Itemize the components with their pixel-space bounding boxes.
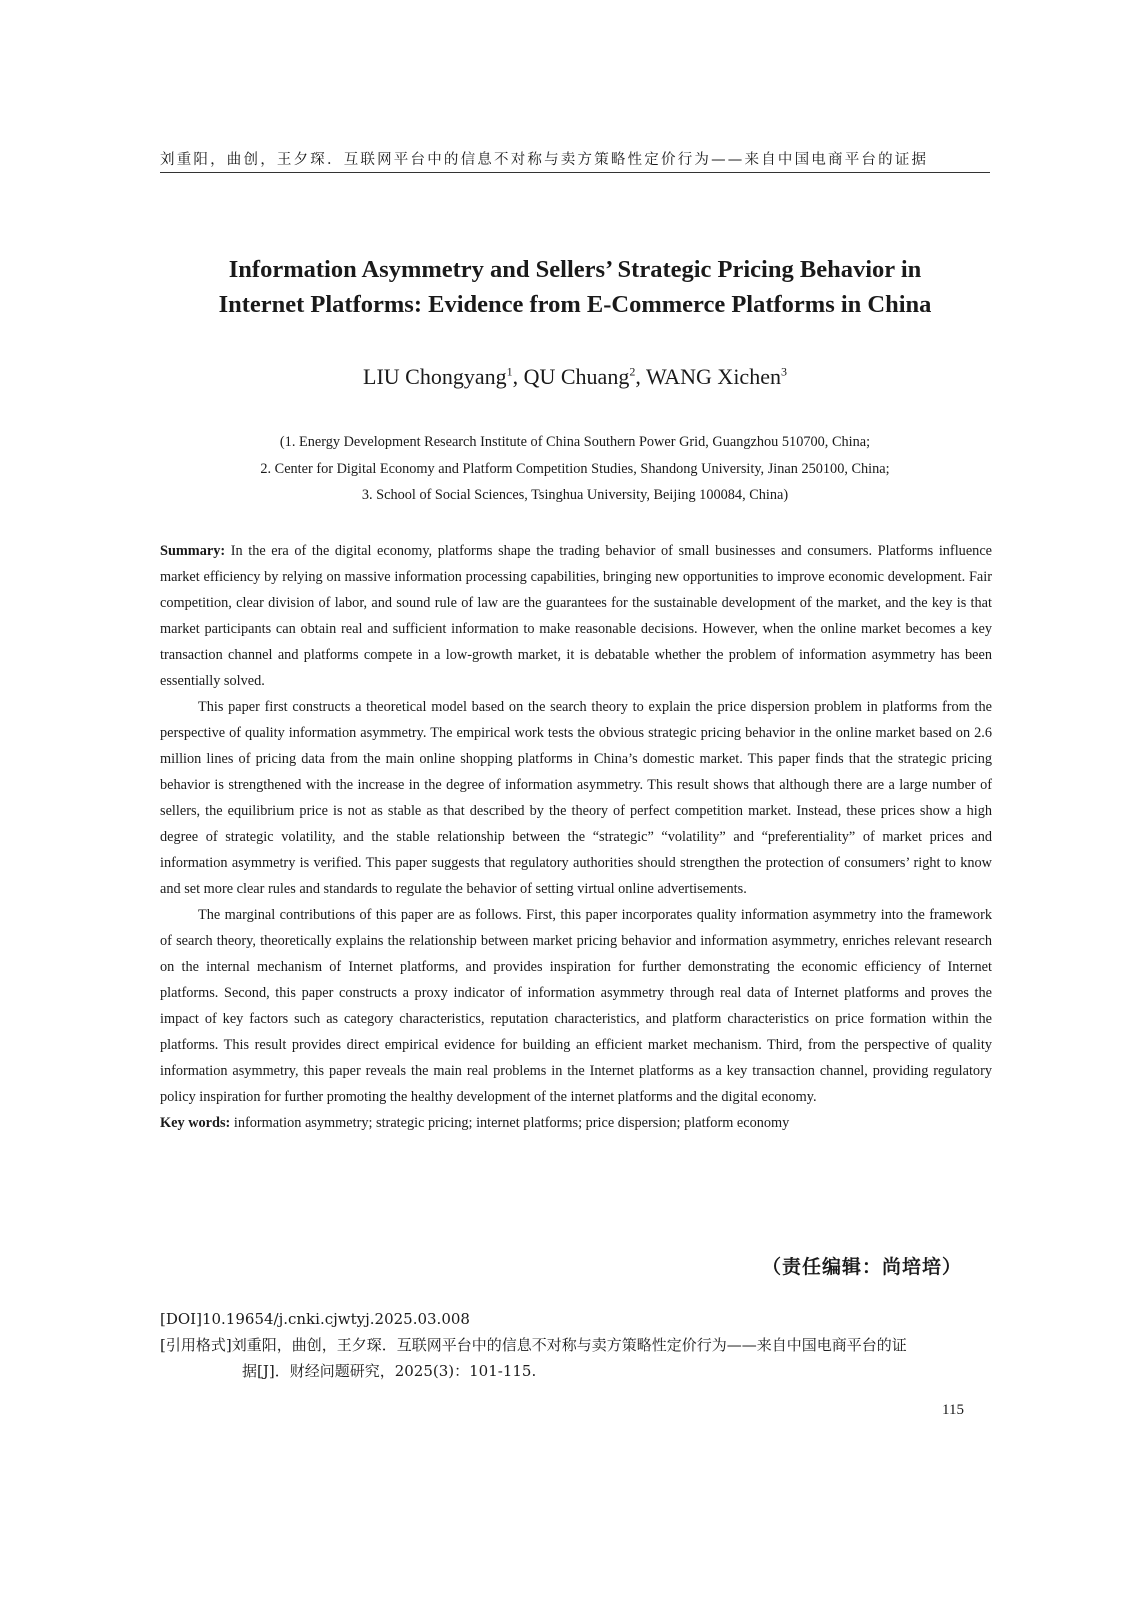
page-number: 115 [942,1402,964,1418]
doi-line: [DOI]10.19654/j.cnki.cjwtyj.2025.03.008 [160,1310,470,1328]
abstract-body [160,538,992,1136]
author-list [160,364,990,390]
header-rule [160,172,990,173]
reference-block [160,1306,990,1384]
affiliation-line: 3. School of Social Sciences, Tsinghua University, Beijing 100084, China) [361,487,789,503]
editor-note: （责任编辑：尚培培） [761,1256,962,1278]
keywords-text: information asymmetry; strategic pricing; internet platforms; price dispersion; platform economy [233,1115,790,1131]
author-separator: , [635,364,646,389]
keywords-line [160,1110,992,1136]
author-affil-mark: 2 [629,364,636,379]
author-separator: , [512,364,524,389]
author-affil-mark: 3 [780,364,787,379]
author-name: LIU Chongyang [363,364,507,389]
title-line-2: Internet Platforms: Evidence from E-Commerce Platforms in China [218,291,932,318]
paragraph-text: In the era of the digital economy, platforms shape the trading behavior of small businesses and consumers. Platforms influence market efficiency by relying on massive information processing capabilities, bringing new opportunities to improve economic development. Fair competition, clear division of labor, and sound rule of law are the guarantees for the sustainable development of the market, and the key is that market participants can obtain real and sufficient information to make reasonable decisions. However, when the online market becomes a key transaction channel and platforms compete in a low-growth market, it is debatable whether the problem of information asymmetry has been essentially solved. [160,543,993,689]
affiliation-line: 2. Center for Digital Economy and Platform Competition Studies, Shandong University, Jinan 250100, China; [260,460,890,477]
author-name: QU Chuang [523,364,630,389]
affiliations [160,429,990,509]
affiliation-line: (1. Energy Development Research Institute of China Southern Power Grid, Guangzhou 510700, China; [279,434,871,450]
citation-line: [引用格式]刘重阳，曲创，王夕琛．互联网平台中的信息不对称与卖方策略性定价行为——来自中国电商平台的证 [160,1336,907,1354]
summary-label: Summary: [160,543,226,559]
keywords-label: Key words: [160,1115,231,1131]
body-paragraph: This paper first constructs a theoretical model based on the search theory to explain the price dispersion problem in platforms from the perspective of quality information asymmetry. The empirical work tests the obvious strategic pricing behavior in the online market based on 2.6 million lines of pricing data from the main online shopping platforms in China’s domestic market. This paper finds that the strategic pricing behavior is strengthened with the increase in the degree of information asymmetry. This result shows that although there are a large number of sellers, the equilibrium price is not as stable as that described by the theory of perfect competition market. Instead, these prices show a high degree of strategic volatility, and the stable relationship between the “strategic” “volatility” and “preferentiality” of market prices and information asymmetry is verified. This paper suggests that regulatory authorities should strengthen the protection of consumers’ right to know and set more clear rules and standards to regulate the behavior of setting virtual online advertisements. [160,699,992,897]
author-affil-mark: 1 [506,364,513,379]
citation-line-continued: 据[J]．财经问题研究，2025(3)：101-115. [242,1362,537,1380]
summary-paragraph [160,538,992,694]
author-name: WANG Xichen [645,364,781,389]
running-head: 刘重阳，曲创，王夕琛．互联网平台中的信息不对称与卖方策略性定价行为——来自中国电商平台的证据 [160,152,929,168]
body-paragraph: The marginal contributions of this paper are as follows. First, this paper incorporates quality information asymmetry into the framework of search theory, theoretically explains the relationship between market pricing behavior and information asymmetry, enriches relevant research on the internal mechanism of Internet platforms, and provides inspiration for further demonstrating the economic efficiency of Internet platforms. Second, this paper constructs a proxy indicator of information asymmetry through real data of Internet platforms and proves the impact of key factors such as category characteristics, reputation characteristics, and platform characteristics on price formation within the platforms. This result provides direct empirical evidence for building an efficient market mechanism. Third, from the perspective of quality information asymmetry, this paper reveals the main real problems in the Internet platforms as a key transaction channel, providing regulatory policy inspiration for further promoting the healthy development of the internet platforms and the digital economy. [160,907,992,1105]
title-line-1: Information Asymmetry and Sellers’ Strategic Pricing Behavior in [228,256,922,283]
paper-title [140,252,1010,322]
